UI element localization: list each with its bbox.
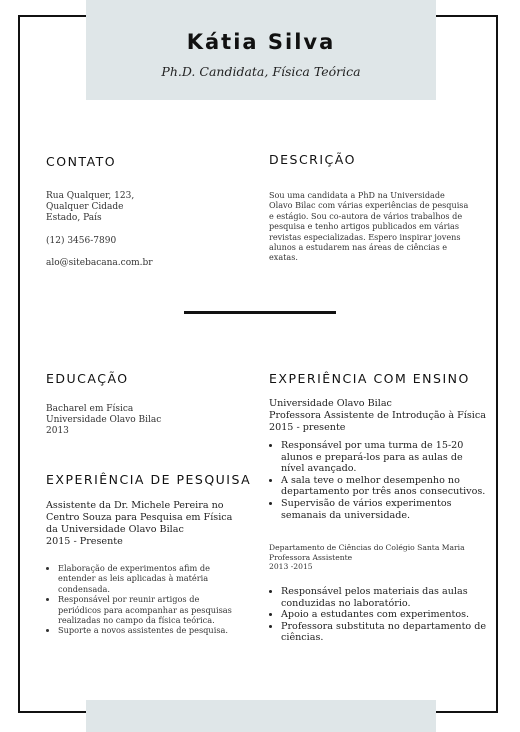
description-line: Sou uma candidata a PhD na Universidade xyxy=(269,190,445,200)
teaching-job1-school: Universidade Olavo Bilac xyxy=(269,398,392,409)
description-title: DESCRIÇÃO xyxy=(269,152,356,167)
teaching-job1-dates: 2015 - presente xyxy=(269,422,346,433)
education-degree: Bacharel em Física xyxy=(46,404,134,414)
list-item: • Responsável por reunir artigos de periódicos para acompanhar as pesquisas realizadas no campo da física teórica. xyxy=(58,594,256,625)
teaching-job1-role: Professora Assistente de Introdução à Física xyxy=(269,410,486,421)
teaching-job2-school: Departamento de Ciências do Colégio Santa Maria xyxy=(269,543,465,552)
section-divider xyxy=(184,311,336,314)
teaching-job2-role: Professora Assistente xyxy=(269,552,353,562)
description-line: pesquisa e tenho artigos publicados em várias xyxy=(269,221,460,232)
footer-banner xyxy=(86,700,436,732)
description-line: exatas. xyxy=(269,252,298,263)
description-text xyxy=(269,190,484,263)
list-item: • Supervisão de vários experimentos semanais da universidade. xyxy=(281,498,489,521)
address-line: Qualquer Cidade xyxy=(46,202,124,213)
list-item: • Suporte a novos assistentes de pesquisa. xyxy=(58,625,256,635)
list-item: • Responsável pelos materiais das aulas conduzidas no laboratório. xyxy=(281,586,489,609)
description-line: e estágio. Sou co-autora de vários trabalhos de xyxy=(269,210,463,221)
address-line: Estado, País xyxy=(46,213,102,224)
research-role-line: Centro Souza para Pesquisa em Física xyxy=(46,512,233,523)
research-role xyxy=(46,500,232,548)
list-item: • Professora substituta no departamento de ciências. xyxy=(281,621,489,644)
description-line: revistas especializadas. Espero inspirar jovens xyxy=(269,231,461,242)
description-line: alunos a estudarem nas áreas de ciências e xyxy=(269,242,448,253)
teaching-job2-dates: 2013 -2015 xyxy=(269,562,313,572)
address-line: Rua Qualquer, 123, xyxy=(46,191,135,201)
contact-title: CONTATO xyxy=(46,154,117,169)
description-line: Olavo Bilac com várias experiências de pesquisa xyxy=(269,200,469,211)
education-year: 2013 xyxy=(46,426,69,437)
list-item: • A sala teve o melhor desempenho no departamento por três anos consecutivos. xyxy=(281,475,489,498)
research-role-line: Assistente da Dr. Michele Pereira no xyxy=(46,500,224,511)
teaching-job2-bullets xyxy=(269,586,489,644)
education-school: Universidade Olavo Bilac xyxy=(46,415,162,426)
list-item: • Elaboração de experimentos afim de entender as leis aplicadas à matéria condensada. xyxy=(58,563,256,594)
research-title: EXPERIÊNCIA DE PESQUISA xyxy=(46,472,252,487)
teaching-job1-bullets xyxy=(269,440,489,521)
candidate-subtitle: Ph.D. Candidata, Física Teórica xyxy=(161,64,361,79)
contact-email: alo@sitebacana.com.br xyxy=(46,258,153,268)
list-item: • Responsável por uma turma de 15-20 alunos e prepará-los para as aulas de nível avançado. xyxy=(281,440,489,475)
education-title: EDUCAÇÃO xyxy=(46,371,129,386)
research-role-line: da Universidade Olavo Bilac xyxy=(46,524,184,535)
candidate-name: Kátia Silva xyxy=(186,30,336,54)
list-item: • Apoio a estudantes com experimentos. xyxy=(281,609,489,621)
contact-address xyxy=(46,191,134,225)
teaching-job1 xyxy=(269,398,486,434)
research-role-line: 2015 - Presente xyxy=(46,536,123,547)
teaching-title: EXPERIÊNCIA COM ENSINO xyxy=(269,371,470,386)
research-bullets xyxy=(46,563,256,636)
education-details xyxy=(46,404,161,438)
teaching-job2 xyxy=(269,543,465,572)
contact-phone: (12) 3456-7890 xyxy=(46,236,117,246)
